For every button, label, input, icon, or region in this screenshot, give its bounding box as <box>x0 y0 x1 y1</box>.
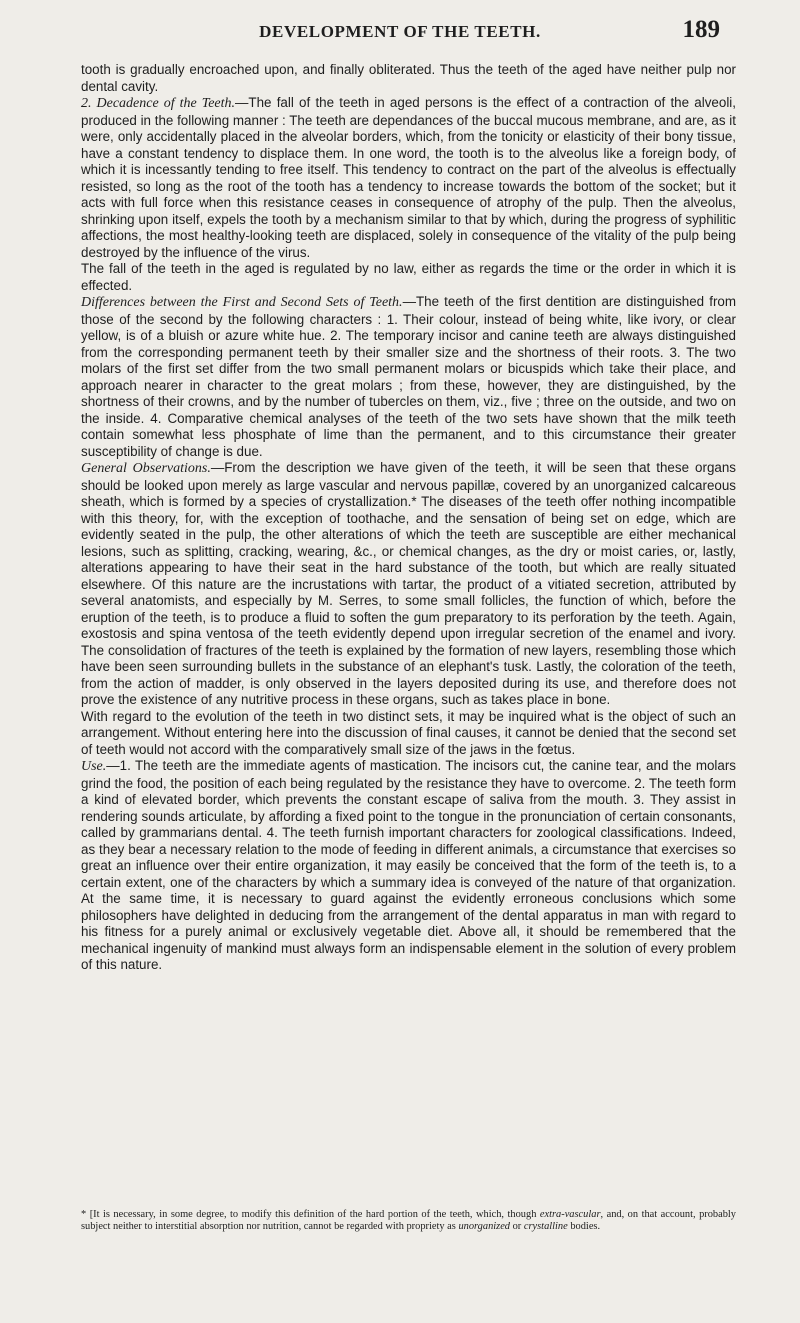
footnote-term-unorganized: unorganized <box>458 1221 511 1233</box>
paragraph-decadence <box>81 95 736 261</box>
paragraph-evolution: With regard to the evolution of the teeth in two distinct sets, it may be inquired what is the object of such an arrangement. Without entering here into the discussion of final causes, it cannot be denied that the second set of teeth would not accord with the comparatively small size of the jaws in the fœtus. <box>81 708 736 757</box>
paragraph-decadence-text: —The fall of the teeth in aged persons is the effect of a contraction of the alveoli, produced in the following manner : The teeth are dependances of the buccal mucous membrane, and are, as it were, only accidentally placed in the alveolar borders, which, from the tonicity or elasticity of their bony tissue, have a constant tendency to displace them. In one word, the tooth is to the alveolus like a foreign body, of which it is incessantly tending to free itself. This tendency to contract on the part of the alveolus is effectually resisted, so long as the root of the tooth has a tendency to increase towards the bottom of the socket; but it acts with full force when this resistance ceases in consequence of atrophy of the pulp. Then the alveolus, shrinking upon itself, expels the tooth by a mechanism similar to that by which, during the progress of syphilitic affections, the most healthy-looking teeth are displaced, solely in consequence of the vitality of the pulp being destroyed by the influence of the virus. <box>81 95 736 260</box>
section-label-differences: Differences between the First and Second Sets of Teeth. <box>81 295 403 310</box>
paragraph-use-text: —1. The teeth are the immediate agents of mastication. The incisors cut, the canine tear, and the molars grind the food, the position of each being regulated by the resistance they have to overcome. 2. The teeth form a kind of elevated border, which prevents the constant escape of saliva from the mouth. 3. They assist in rendering sounds articulate, by affording a fixed point to the tongue in the pronunciation of certain consonants, called by grammarians dental. 4. The teeth furnish important characters for zoological classifications. Indeed, as they bear a necessary relation to the mode of feeding in different animals, a circumstance that exercises so great an influence over their entire organization, it may easily be conceived that the form of the teeth is, to a certain extent, one of the characters by which a summary idea is conveyed of the nature of that organization. At the same time, it is necessary to guard against the evidently erroneous conclusions which some philosophers have delighted in deducing from the arrangement of the dental apparatus in man with regard to his fitness for a purely animal or exclusively vegetable diet. Above all, it should be remembered that the mechanical ingenuity of mankind must always form an indispensable element in the solution of every problem of this nature. <box>81 758 736 972</box>
paragraph-continuation: tooth is gradually encroached upon, and finally obliterated. Thus the teeth of the aged have neither pulp nor dental cavity. <box>81 62 736 94</box>
footnote-text-c: , and, on that account, probably subject neither to interstitial absorption nor nutrition, cannot be regarded with propriety as <box>81 1209 736 1233</box>
section-label-use: Use. <box>81 759 107 774</box>
footnote-text-a: * [It is necessary, in some degree, to modify this definition of the hard portion of the teeth, which, though <box>81 1209 540 1220</box>
footnote-term-crystalline: crystalline <box>523 1221 568 1233</box>
paragraph-differences-text: —The teeth of the first dentition are distinguished from those of the second by the following characters : 1. Their colour, instead of being white, like ivory, or clear yellow, is of a bluish or azure white hue. 2. The temporary incisor and canine teeth are always distinguished from the corresponding permanent teeth by their smaller size and the shortness of their roots. 3. The two molars of the first set differ from the two small permanent molars or bicuspids which take their place, and approach nearer in character to the great molars ; from these, however, they are distinguished, by the shortness of their crowns, and by the number of tubercles on them, viz., five ; three on the outside, and two on the inside. 4. Comparative chemical analyses of the teeth of the two sets have shown that the milk teeth contain somewhat less phosphate of lime than the permanent, and to this circumstance their greater susceptibility of change is due. <box>81 294 737 459</box>
paragraph-general-observations <box>81 460 736 709</box>
footnote-text-g: bodies. <box>567 1221 601 1233</box>
paragraph-general-observations-text: —From the description we have given of the teeth, it will be seen that these organs should be looked upon merely as large vascular and nervous papillæ, covered by an unorganized calcareous sheath, which is formed by a species of crystallization.* The diseases of the teeth offer nothing incompatible with this theory, for, with the exception of toothache, and the sensation of being set on edge, which are evidently seated in the pulp, the other alterations of which the teeth are susceptible are either mechanical lesions, such as splitting, cracking, wearing, &c., or chemical changes, as the dry or moist caries, or, lastly, alterations appearing to have their seat in the hard substance of the tooth, but which are really situated elsewhere. Of this nature are the incrustations with tartar, the product of a vitiated secretion, attributed by several anatomists, and especially by M. Serres, to some small follicles, the function of which, before the eruption of the teeth, is to produce a fluid to soften the gum preparatory to its perforation by the teeth. Again, exostosis and spina ventosa of the teeth evidently depend upon irregular secretion of the enamel and ivory. The consolidation of fractures of the teeth is explained by the formation of new layers, resembling those which have been seen surrounding bullets in the substance of an elephant's tusk. Lastly, the coloration of the teeth, from the action of madder, is only observed in the layers deposited during its use, and therefore does not prove the existence of any nutritive process in these organs, such as takes place in bone. <box>81 460 736 707</box>
running-title: DEVELOPMENT OF THE TEETH. <box>259 22 541 41</box>
running-head <box>80 16 720 46</box>
footnote <box>81 1209 736 1233</box>
paragraph-use <box>81 758 736 974</box>
page-number: 189 <box>682 16 720 43</box>
paragraph-fall-of-teeth: The fall of the teeth in the aged is regulated by no law, either as regards the time or the order in which it is effected. <box>81 261 736 293</box>
section-label-general-observations: General Observations. <box>81 461 211 476</box>
section-label-decadence: 2. Decadence of the Teeth. <box>81 96 236 111</box>
paragraph-differences <box>81 294 736 460</box>
body-text <box>81 62 736 974</box>
footnote-term-extra-vascular: extra-vascular <box>539 1209 601 1220</box>
footnote-text-e: or <box>510 1221 524 1233</box>
